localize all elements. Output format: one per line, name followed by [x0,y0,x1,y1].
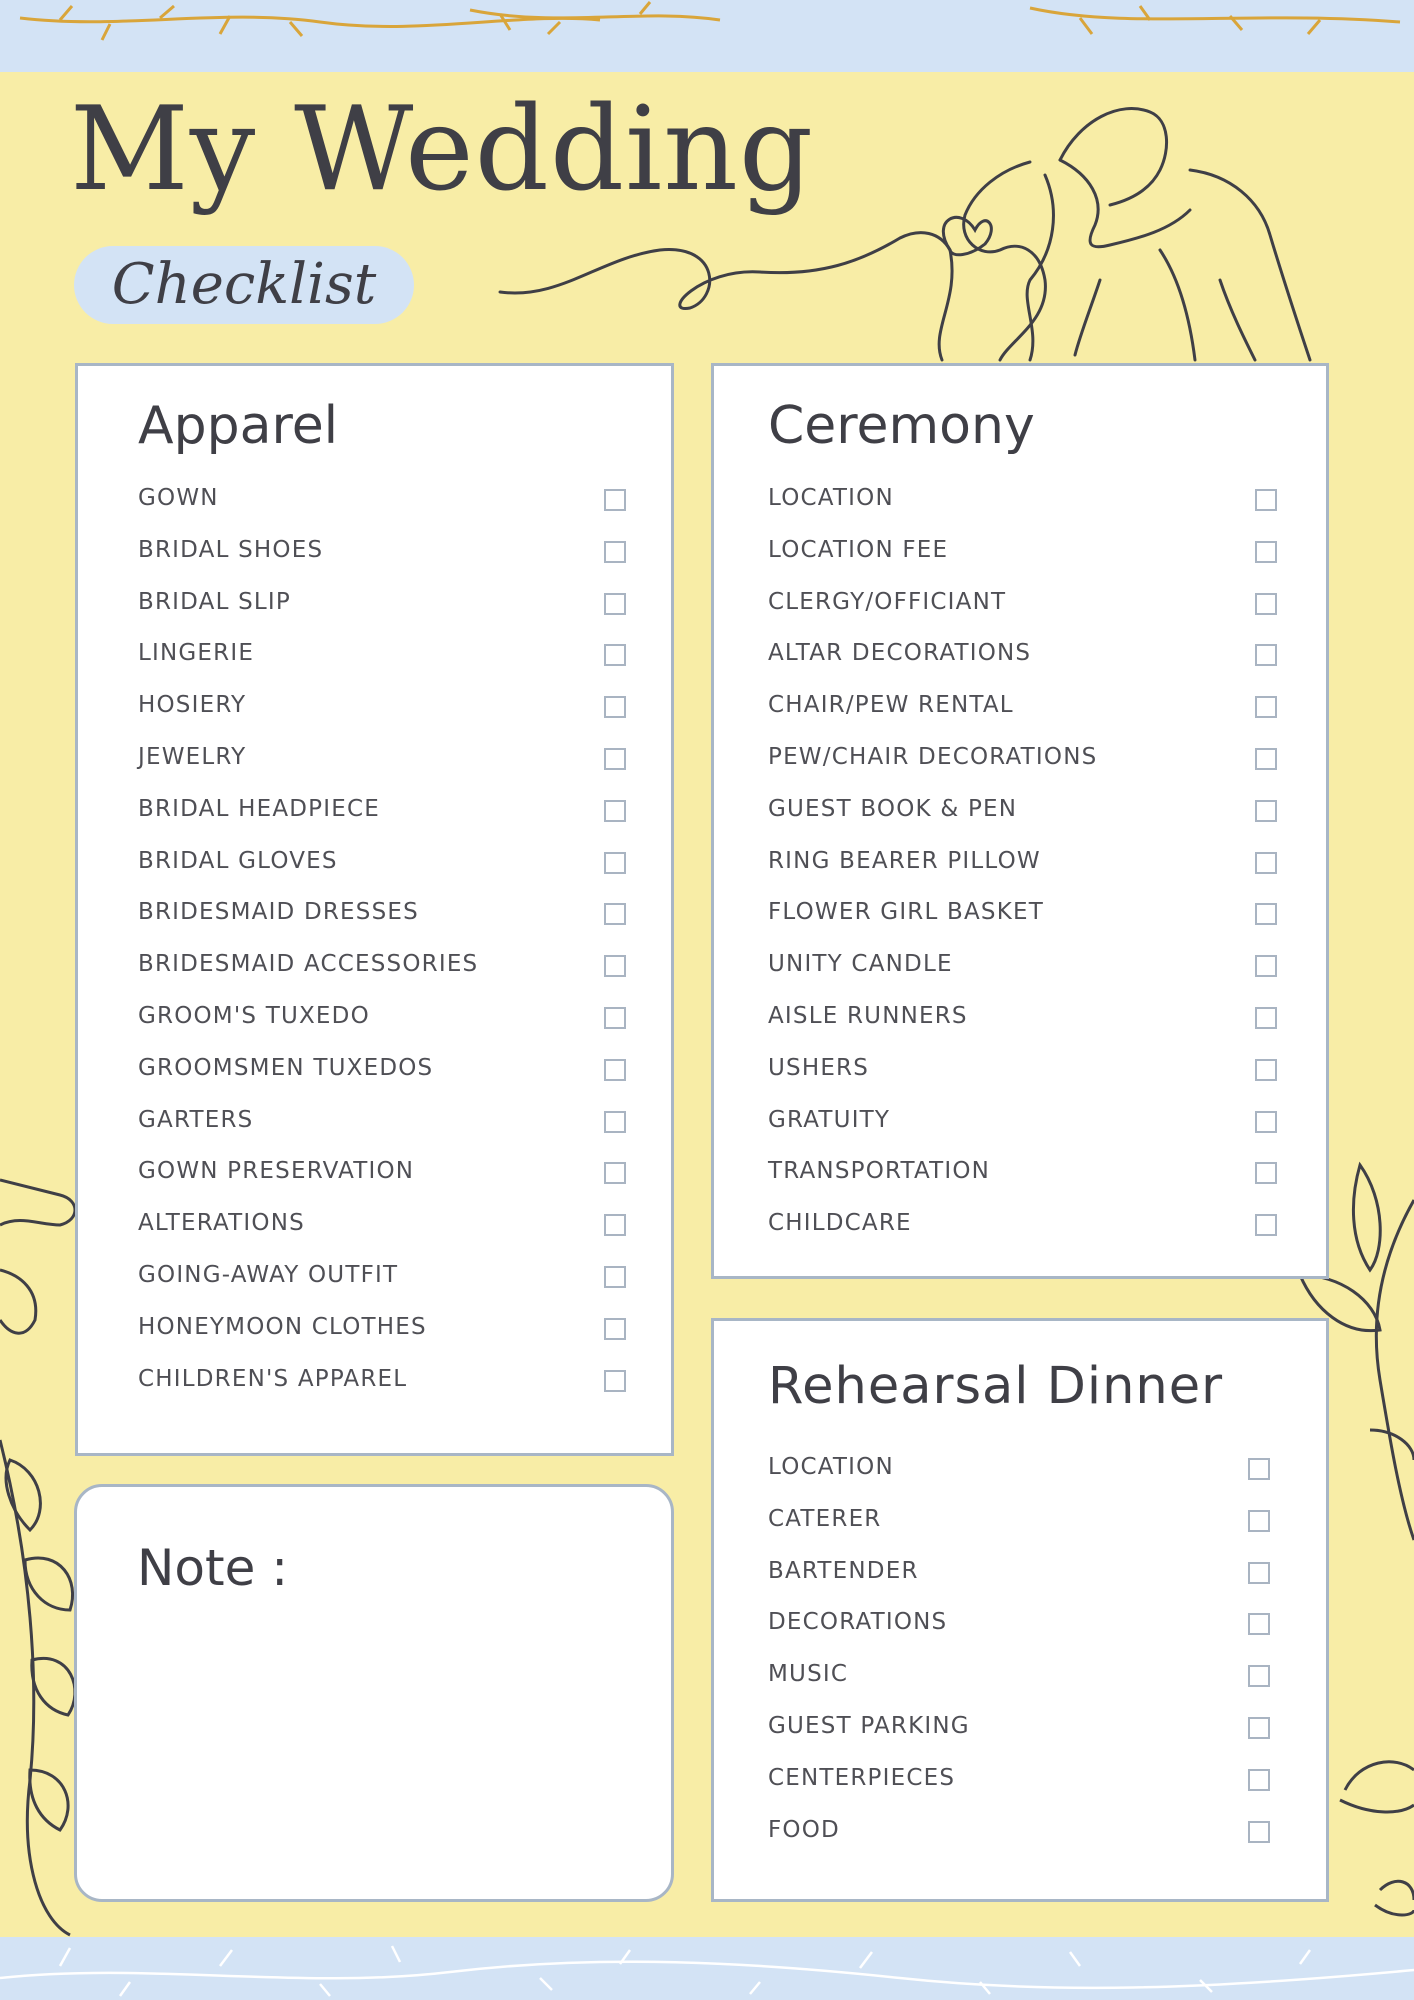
ceremony-item-checkbox[interactable] [1255,541,1277,563]
apparel-item-checkbox[interactable] [604,1370,626,1392]
rehearsal-dinner-item-label: GUEST PARKING [768,1713,970,1739]
ceremony-item-checkbox[interactable] [1255,593,1277,615]
ceremony-item-checkbox[interactable] [1255,1059,1277,1081]
apparel-item-label: BRIDAL SLIP [138,588,291,615]
ceremony-panel [711,363,1329,1279]
apparel-item-checkbox[interactable] [604,1318,626,1340]
apparel-item-label: GROOM'S TUXEDO [138,1003,370,1029]
ceremony-item-checkbox[interactable] [1255,748,1277,770]
ceremony-item-checkbox[interactable] [1255,1162,1277,1184]
apparel-item-checkbox[interactable] [604,955,626,977]
apparel-item-checkbox[interactable] [604,1214,626,1236]
apparel-item-checkbox[interactable] [604,1266,626,1288]
rehearsal-dinner-item-checkbox[interactable] [1248,1821,1270,1843]
apparel-item-label: HONEYMOON CLOTHES [138,1313,427,1340]
white-vine-icon [0,1946,1414,1996]
apparel-item-label: BRIDAL SHOES [138,536,324,563]
apparel-item-label: BRIDESMAID ACCESSORIES [138,951,479,978]
note-box[interactable] [74,1484,674,1902]
note-title: Note : [137,1539,289,1597]
apparel-item-label: GARTERS [138,1106,254,1133]
apparel-item-label: BRIDAL HEADPIECE [138,795,380,822]
rehearsal-dinner-panel [711,1318,1329,1902]
subtitle-pill [74,246,414,324]
rehearsal-dinner-item-label: MUSIC [768,1661,849,1688]
apparel-item-label: GOING-AWAY OUTFIT [138,1262,399,1288]
rehearsal-dinner-item-checkbox[interactable] [1248,1458,1270,1480]
apparel-item-label: GROOMSMEN TUXEDOS [138,1054,434,1081]
apparel-item-checkbox[interactable] [604,489,626,511]
rehearsal-dinner-item-label: CENTERPIECES [768,1764,956,1791]
apparel-item-label: GOWN PRESERVATION [138,1158,415,1185]
ceremony-item-label: FLOWER GIRL BASKET [768,899,1044,926]
ceremony-item-checkbox[interactable] [1255,1214,1277,1236]
apparel-item-checkbox[interactable] [604,748,626,770]
ceremony-item-label: UNITY CANDLE [768,951,953,978]
ceremony-item-label: TRANSPORTATION [768,1158,991,1185]
rehearsal-dinner-item-label: CATERER [768,1505,882,1532]
ceremony-item-checkbox[interactable] [1255,800,1277,822]
apparel-item-label: CHILDREN'S APPAREL [138,1365,408,1392]
ceremony-item-label: LOCATION FEE [768,536,949,563]
page-title: My Wedding [70,82,815,217]
ceremony-item-label: RING BEARER PILLOW [768,847,1041,874]
ceremony-item-label: CHILDCARE [768,1210,912,1237]
rehearsal-dinner-item-checkbox[interactable] [1248,1769,1270,1791]
ceremony-item-checkbox[interactable] [1255,489,1277,511]
rehearsal-dinner-item-checkbox[interactable] [1248,1665,1270,1687]
ceremony-item-checkbox[interactable] [1255,1111,1277,1133]
rehearsal-dinner-item-label: FOOD [768,1816,840,1843]
apparel-item-label: BRIDAL GLOVES [138,847,338,874]
left-leaf-branch-icon [0,1180,75,1935]
ceremony-item-label: CHAIR/PEW RENTAL [768,692,1014,719]
rehearsal-dinner-item-checkbox[interactable] [1248,1562,1270,1584]
apparel-item-label: GOWN [138,485,219,511]
rehearsal-dinner-item-checkbox[interactable] [1248,1717,1270,1739]
ceremony-item-checkbox[interactable] [1255,644,1277,666]
page-subtitle: Checklist [111,252,377,317]
apparel-title: Apparel [138,396,339,456]
ceremony-item-label: ALTAR DECORATIONS [768,640,1032,667]
ceremony-item-label: GRATUITY [768,1106,891,1133]
ceremony-item-label: GUEST BOOK & PEN [768,795,1018,822]
ceremony-item-label: USHERS [768,1054,870,1081]
rehearsal-dinner-item-label: DECORATIONS [768,1609,948,1636]
apparel-item-checkbox[interactable] [604,903,626,925]
ceremony-item-checkbox[interactable] [1255,1007,1277,1029]
ceremony-item-checkbox[interactable] [1255,903,1277,925]
ceremony-item-checkbox[interactable] [1255,852,1277,874]
apparel-item-label: BRIDESMAID DRESSES [138,899,419,926]
ceremony-item-label: CLERGY/OFFICIANT [768,588,1007,615]
apparel-item-checkbox[interactable] [604,541,626,563]
apparel-item-label: HOSIERY [138,692,247,719]
apparel-item-label: ALTERATIONS [138,1210,305,1237]
rehearsal-dinner-item-label: BARTENDER [768,1557,919,1584]
rehearsal-dinner-item-label: LOCATION [768,1454,894,1480]
apparel-item-checkbox[interactable] [604,1059,626,1081]
apparel-item-checkbox[interactable] [604,1111,626,1133]
apparel-item-checkbox[interactable] [604,696,626,718]
apparel-item-checkbox[interactable] [604,800,626,822]
ceremony-item-checkbox[interactable] [1255,696,1277,718]
apparel-item-label: LINGERIE [138,640,255,667]
apparel-item-checkbox[interactable] [604,852,626,874]
rehearsal-dinner-item-checkbox[interactable] [1248,1613,1270,1635]
apparel-item-checkbox[interactable] [604,1162,626,1184]
gold-vine-icon [20,2,1400,40]
rehearsal-dinner-item-checkbox[interactable] [1248,1510,1270,1532]
apparel-item-checkbox[interactable] [604,644,626,666]
rehearsal-dinner-title: Rehearsal Dinner [768,1357,1224,1416]
ceremony-title: Ceremony [768,396,1035,456]
ceremony-item-label: AISLE RUNNERS [768,1003,968,1029]
apparel-panel [75,363,674,1456]
ceremony-item-checkbox[interactable] [1255,955,1277,977]
ceremony-item-label: PEW/CHAIR DECORATIONS [768,744,1098,770]
apparel-item-checkbox[interactable] [604,593,626,615]
apparel-item-label: JEWELRY [138,744,247,770]
apparel-item-checkbox[interactable] [604,1007,626,1029]
ceremony-item-label: LOCATION [768,485,894,511]
